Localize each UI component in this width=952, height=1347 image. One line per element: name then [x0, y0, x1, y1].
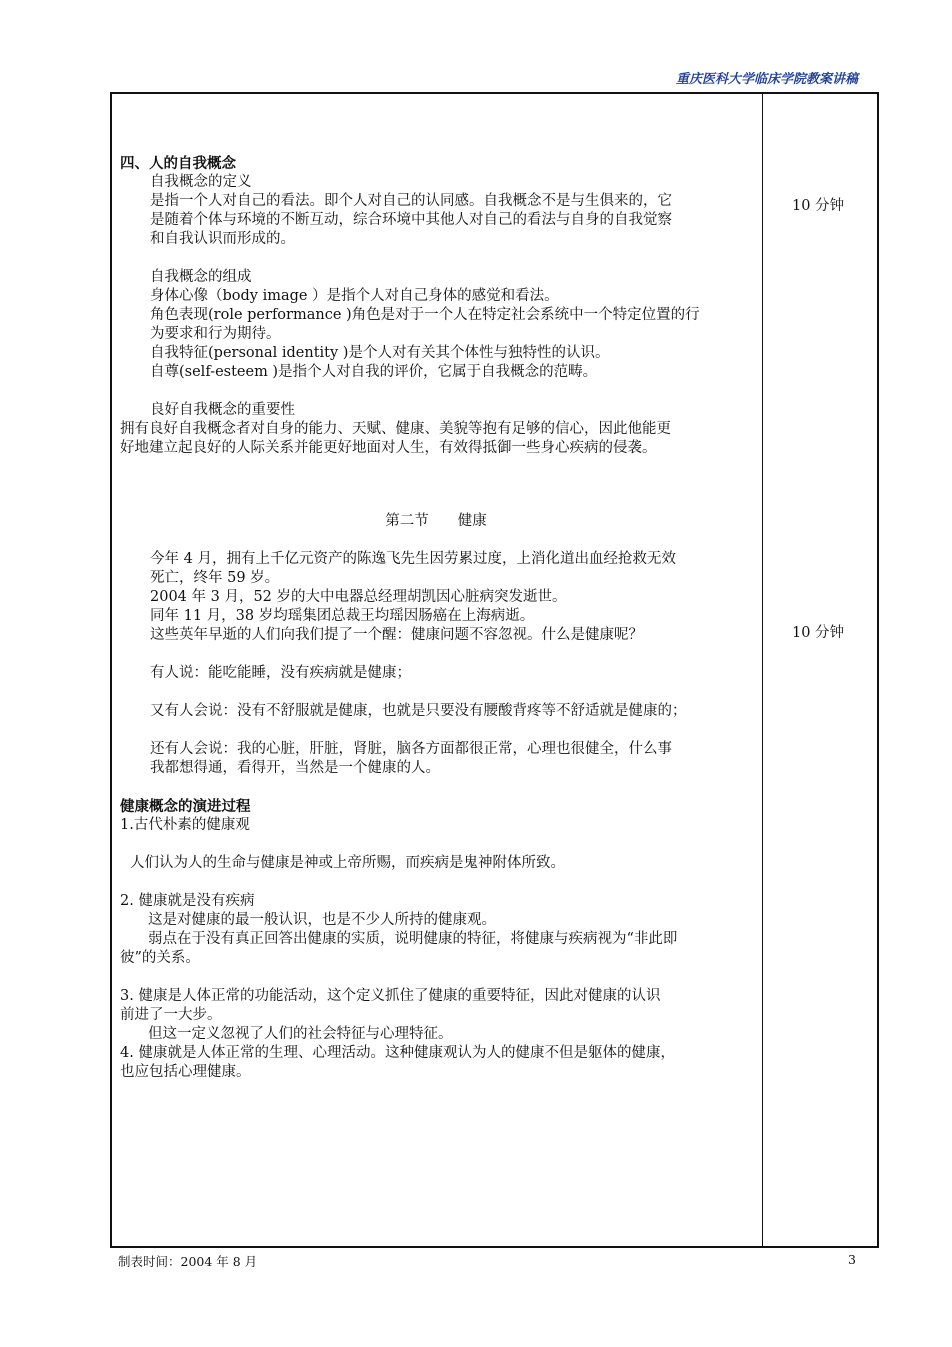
document-header: 重庆医科大学临床学院教案讲稿 — [675, 72, 858, 87]
paragraph-line: 身体心像（body image ）是指个人对自己身体的感觉和看法。 — [150, 288, 559, 304]
paragraph-line: 死亡，终年 59 岁。 — [150, 570, 280, 586]
column-divider — [762, 94, 763, 1246]
paragraph-line: 这些英年早逝的人们向我们提了一个醒：健康问题不容忽视。什么是健康呢？ — [150, 627, 643, 643]
section-title-health: 第二节 健康 — [385, 513, 487, 529]
paragraph-line: 有人说：能吃能睡，没有疾病就是健康； — [150, 665, 411, 681]
paragraph-line: 自尊(self-esteem )是指个人对自我的评价，它属于自我概念的范畴。 — [150, 364, 598, 380]
paragraph-line: 同年 11 月，38 岁均瑶集团总裁王均瑶因肠癌在上海病逝。 — [150, 608, 535, 624]
paragraph-line: 前进了一大步。 — [120, 1007, 222, 1023]
paragraph-line: 拥有良好自我概念者对自身的能力、天赋、健康、美貌等抱有足够的信心，因此他能更 — [120, 421, 671, 437]
paragraph-line: 但这一定义忽视了人们的社会特征与心理特征。 — [148, 1026, 453, 1042]
section-heading-evolution: 健康概念的演进过程 — [120, 798, 251, 815]
subheading-definition: 自我概念的定义 — [150, 174, 252, 190]
paragraph-line: 也应包括心理健康。 — [120, 1064, 251, 1080]
paragraph-line: 2004 年 3 月，52 岁的大中电器总经理胡凯因心脏病突发逝世。 — [150, 589, 567, 605]
subheading-composition: 自我概念的组成 — [150, 269, 252, 285]
subheading-importance: 良好自我概念的重要性 — [150, 402, 295, 418]
paragraph-line: 3. 健康是人体正常的功能活动，这个定义抓住了健康的重要特征，因此对健康的认识 — [120, 988, 661, 1004]
paragraph-line: 是随着个体与环境的不断互动，综合环境中其他人对自己的看法与自身的自我觉察 — [150, 212, 672, 228]
paragraph-line: 和自我认识而形成的。 — [150, 231, 295, 247]
paragraph-line: 角色表现(role performance )角色是对于一个人在特定社会系统中一个特定位置的行 — [150, 307, 700, 323]
list-item-title: 1.古代朴素的健康观 — [120, 817, 250, 833]
page-number: 3 — [848, 1252, 856, 1267]
paragraph-line: 今年 4 月，拥有上千亿元资产的陈逸飞先生因劳累过度，上消化道出血经抢救无效 — [150, 551, 676, 567]
paragraph-line: 这是对健康的最一般认识，也是不少人所持的健康观。 — [148, 912, 496, 928]
paragraph-line: 彼”的关系。 — [120, 950, 200, 966]
section-heading-self-concept: 四、人的自我概念 — [120, 155, 236, 172]
paragraph-line: 我都想得通，看得开，当然是一个健康的人。 — [150, 760, 440, 776]
paragraph-line: 4. 健康就是人体正常的生理、心理活动。这种健康观认为人的健康不但是躯体的健康， — [120, 1045, 675, 1061]
time-allocation-1: 10 分钟 — [792, 198, 845, 214]
paragraph-line: 还有人会说：我的心脏，肝脏，肾脏，脑各方面都很正常，心理也很健全，什么事 — [150, 741, 672, 757]
time-allocation-2: 10 分钟 — [792, 625, 845, 641]
paragraph-line: 又有人会说：没有不舒服就是健康，也就是只要没有腰酸背疼等不舒适就是健康的； — [150, 703, 687, 719]
lecture-table — [110, 92, 879, 1248]
lecture-content — [120, 154, 752, 1082]
paragraph-line: 弱点在于没有真正回答出健康的实质，说明健康的特征，将健康与疾病视为“非此即 — [148, 931, 678, 947]
list-item-title: 2. 健康就是没有疾病 — [120, 893, 255, 909]
paragraph-line: 好地建立起良好的人际关系并能更好地面对人生，有效得抵御一些身心疾病的侵袭。 — [120, 440, 657, 456]
paragraph-line: 为要求和行为期待。 — [150, 326, 281, 342]
paragraph-line: 自我特征(personal identity )是个人对有关其个体性与独特性的认识。 — [150, 345, 610, 361]
paragraph-line: 是指一个人对自己的看法。即个人对自己的认同感。自我概念不是与生俱来的，它 — [150, 193, 672, 209]
paragraph-line: 人们认为人的生命与健康是神或上帝所赐，而疾病是鬼神附体所致。 — [130, 855, 565, 871]
footer-made-time: 制表时间：2004 年 8 月 — [118, 1254, 258, 1269]
